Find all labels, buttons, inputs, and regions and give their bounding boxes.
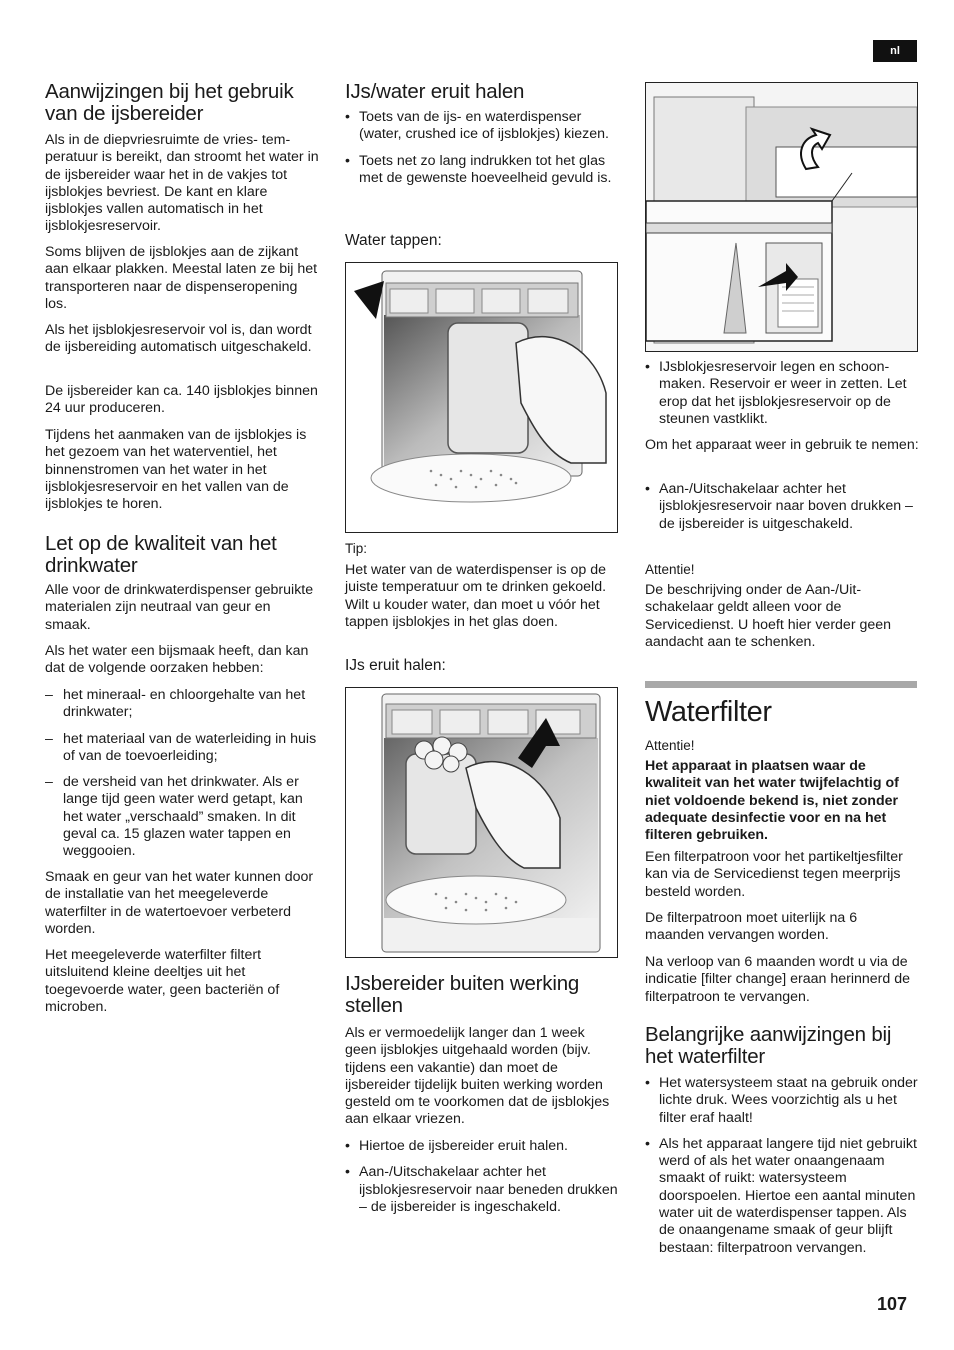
paragraph: Om het apparaat weer in gebruik te nemen: <box>645 437 919 453</box>
paragraph: Tijdens het aanmaken van de ijsblokjes is het gezoem van het waterventiel, het binnenstromen van het water in het ijsblokjesreservoir en het vallen van de ijsblokjes te horen. <box>45 427 307 513</box>
paragraph: De beschrijving onder de Aan-/Uitschakelaar geldt alleen voor de Servicedienst. U hoeft hier verder geen aandacht aan te schenken. <box>645 582 892 650</box>
icemaker-reservoir-illustration <box>645 82 918 352</box>
bullet-list <box>345 109 620 187</box>
list-item: • IJsblokjesreservoir legen en schoonmaken. Reservoir er weer in zetten. Let erop dat het ijsblokjesreservoir op de steunen vastklikt. <box>645 359 920 428</box>
paragraph: Het meegeleverde waterfilter filtert uitsluitend kleine deeltjes uit het toegevoerde water, geen bacteriën of microben. <box>45 947 280 1015</box>
subheading-water-tappen: Water tappen: <box>345 232 442 249</box>
ice-dispense-drawing <box>346 688 617 957</box>
language-badge: nl <box>873 40 917 62</box>
list-item: – het mineraal- en chloorgehalte van het drinkwater; <box>45 687 320 722</box>
heading-waterfilter: Waterfilter <box>645 696 772 728</box>
subheading-ijs-eruit: IJs eruit halen: <box>345 657 446 674</box>
list-item: • Het watersysteem staat na gebruik onder lichte druk. Wees voorzichtig als u het filter eraf haalt! <box>645 1075 920 1127</box>
list-item: • Aan-/Uitschakelaar achter het ijsblokjesreservoir naar beneden drukken – de ijsbereider is ingeschakeld. <box>345 1164 620 1216</box>
paragraph: Na verloop van 6 maanden wordt u via de indicatie [filter change] eraan herinnerd de filterpatroon te vervangen. <box>645 954 911 1005</box>
heading-buiten-werking: IJsbereider buiten werking stellen <box>345 972 580 1017</box>
tip-text: Het water van de waterdispenser is op de juiste temperatuur om te drinken gekoeld. Wilt u kouder water, dan moet u vóór het tappen ijsblokjes in het glas doen. <box>345 562 607 630</box>
heading-kwaliteit: Let op de kwaliteit van het drinkwater <box>45 532 277 577</box>
bullet-list <box>345 1138 620 1216</box>
water-dispense-illustration <box>345 262 618 533</box>
paragraph: Smaak en geur van het water kunnen door de installatie van het meegeleverde waterfilter in de watertoevoer verbeterd worden. <box>45 869 314 937</box>
warning-paragraph: Het apparaat in plaatsen waar de kwaliteit van het water twijfelachtig of niet voldoende bekend is, niet zonder adequate desinfectie voor en na het filteren gebruiken. <box>645 758 899 844</box>
tip-label: Tip: <box>345 541 368 556</box>
paragraph: De ijsbereider kan ca. 140 ijsblokjes binnen 24 uur produceren. <box>45 383 318 417</box>
bullet-list <box>645 359 920 428</box>
paragraph: De filterpatroon moet uiterlijk na 6 maanden vervangen worden. <box>645 910 858 944</box>
paragraph: Als het ijsblokjesreservoir vol is, dan wordt de ijsbereiding automatisch uitgeschakeld. <box>45 322 312 356</box>
list-item: • Toets van de ijs- en waterdispenser (water, crushed ice of ijsblokjes) kiezen. <box>345 109 620 144</box>
page-number: 107 <box>876 1294 907 1314</box>
list-item: • Aan-/Uitschakelaar achter het ijsblokjesreservoir naar boven drukken – de ijsbereider is uitgeschakeld. <box>645 481 920 533</box>
list-item: – de versheid van het drinkwater. Als er lange tijd geen water werd getapt, kan het water „verschaald” smaken. In dit geval ca. 15 glazen water tappen en weggooien. <box>45 774 320 860</box>
dash-list <box>45 687 320 861</box>
bullet-list <box>645 1075 920 1257</box>
list-item: – het materiaal van de waterleiding in huis of van de toevoerleiding; <box>45 731 320 766</box>
paragraph: Als het water een bijsmaak heeft, dan kan dat de volgende oorzaken hebben: <box>45 643 309 677</box>
heading-ijsbereider: Aanwijzingen bij het gebruik van de ijsbereider <box>45 80 294 125</box>
list-item: • Hiertoe de ijsbereider eruit halen. <box>345 1138 620 1155</box>
section-rule <box>645 681 917 688</box>
attentie-label: Attentie! <box>645 562 695 577</box>
ice-dispense-illustration <box>345 687 618 958</box>
heading-eruit-halen: IJs/water eruit halen <box>345 80 525 103</box>
icemaker-reservoir-drawing <box>646 83 917 351</box>
heading-belangrijk: Belangrijke aanwijzingen bij het waterfilter <box>645 1023 892 1068</box>
list-item: • Toets net zo lang indrukken tot het glas met de gewenste hoeveelheid gevuld is. <box>345 153 620 188</box>
paragraph: Als er vermoedelijk langer dan 1 week geen ijsblokjes uitgehaald worden (bijv. tijdens een vakantie) dan moet de ijsbereider tijdelijk buiten werking worden gesteld om te voorkomen dat de ijsblokjes aan elkaar vriezen. <box>345 1025 610 1128</box>
paragraph: Een filterpatroon voor het partikeltjesfilter kan via de Servicedienst tegen meerprijs besteld worden. <box>645 849 903 900</box>
paragraph: Soms blijven de ijsblokjes aan de zijkant aan elkaar plakken. Meestal laten ze bij het transporteren naar de dispenseropening los. <box>45 244 318 312</box>
water-dispense-drawing <box>346 263 617 532</box>
paragraph: Als in de diepvriesruimte de vries- temperatuur is bereikt, dan stroomt het water in de ijsbereider waar het in de vakjes tot ijsblokjes bevriest. De kant en klare ijsblokjes vallen automatisch in het ijsblokjesreservoir. <box>45 132 319 235</box>
attentie-label: Attentie! <box>645 738 695 753</box>
bullet-list <box>645 481 920 533</box>
list-item: • Als het apparaat langere tijd niet gebruikt werd of als het water onaangenaam smaakt of ruikt: watersysteem doorspoelen. Hiertoe een aantal minuten water uit de waterdispenser tappen. Als de onaangename smaak of geur blijft bestaan: filterpatroon vervangen. <box>645 1136 920 1257</box>
paragraph: Alle voor de drinkwaterdispenser gebruikte materialen zijn neutraal van geur en smaak. <box>45 582 314 633</box>
